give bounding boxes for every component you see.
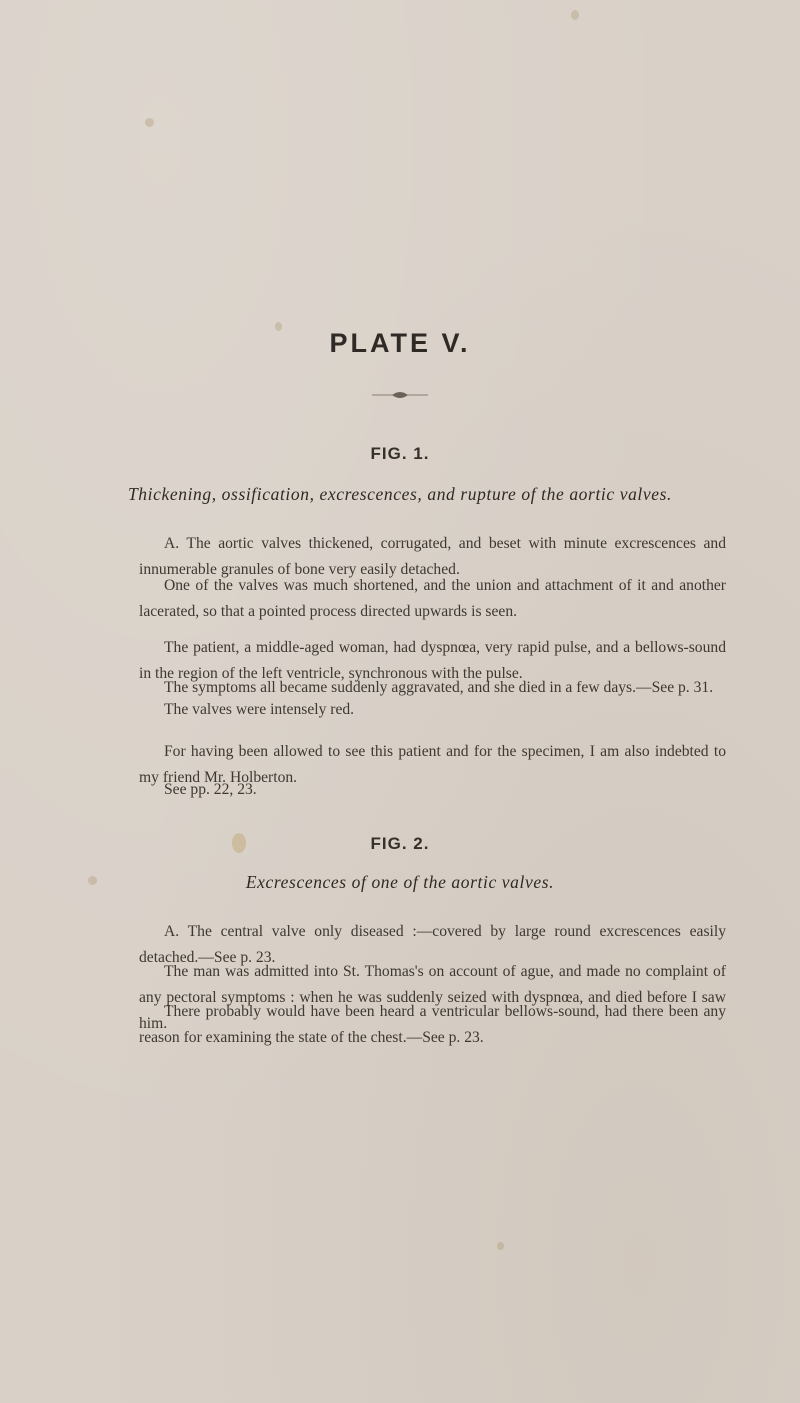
paper-blemish: [571, 10, 579, 20]
plate-title: PLATE V.: [329, 328, 471, 358]
fig1-paragraph-c: The patient, a middle-aged woman, had dyspnœa, very rapid pulse, and a bellows-sound in the region of the left ventricle, synchronous with the pulse.: [139, 639, 726, 682]
paper-blemish: [497, 1242, 504, 1250]
fig1-paragraph-g: See pp. 22, 23.: [164, 781, 257, 798]
fig2-heading: FIG. 2.: [370, 834, 430, 853]
fig1-caption: Thickening, ossification, excrescences, and rupture of the aortic valves.: [127, 484, 673, 504]
fig2-paragraph-a: A. The central valve only diseased :—covered by large round excrescences easily detached.—See p. 23.: [139, 923, 726, 966]
fig1-paragraph-d: The symptoms all became suddenly aggravated, and she died in a few days.—See p. 31.: [164, 679, 714, 696]
fig2-paragraph-c: There probably would have been heard a ventricular bellows-sound, had there been any reason for examining the state of the chest.—See p. 23.: [139, 1003, 726, 1046]
fig1-paragraph-b: One of the valves was much shortened, and the union and attachment of it and another lacerated, so that a pointed process directed upwards is seen.: [139, 577, 726, 620]
paper-blemish: [145, 118, 154, 127]
fig2-paragraph-b: The man was admitted into St. Thomas's on account of ague, and made no complaint of any pectoral symptoms : when he was suddenly seized with dyspnœa, and died before I saw him.: [139, 963, 726, 1032]
fig2-caption: Excrescences of one of the aortic valves.: [245, 872, 555, 892]
ornament-divider: [370, 389, 430, 401]
fig1-paragraph-e: The valves were intensely red.: [164, 701, 355, 718]
fig1-heading: FIG. 1.: [370, 444, 430, 463]
fig1-paragraph-a: A. The aortic valves thickened, corrugated, and beset with minute excrescences and innumerable granules of bone very easily detached.: [139, 535, 726, 578]
fig1-paragraph-f: For having been allowed to see this patient and for the specimen, I am also indebted to my friend Mr. Holberton.: [139, 743, 726, 786]
